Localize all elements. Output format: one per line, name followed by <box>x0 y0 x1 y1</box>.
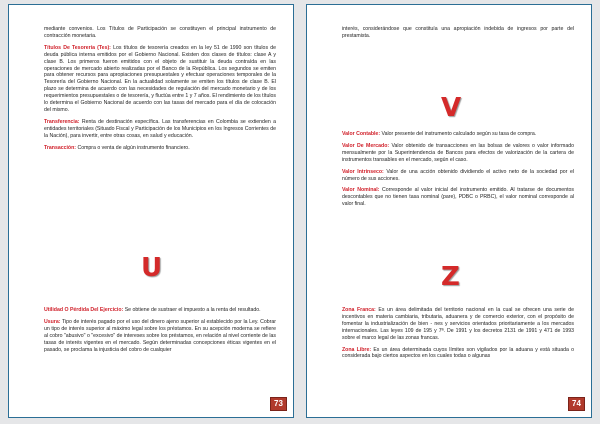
entry-text: Tipo de interés pagado por el uso del dinero ajeno superior al establecido por la Ley. Cobrar un tipo de interés superior al máximo legal sobre los préstamos. En su acepción moderna se refiere al cobro "abusivo" o "excesivo" de intereses sobre los préstamos, en relación al nivel corriente de las tasas de interés vigentes en el mercado. Según determinadas concepciones éticas vigentes en el pasado, se proclama la injusticia del cobro de cualquier <box>44 318 276 353</box>
entry-text: Es un área determinada cuyos límites son vigilados por la aduana y está situada o considerada bajo ciertos aspectos en los cuales todas o algunas <box>342 346 575 360</box>
entry-text: Los títulos de tesorería creados en la ley 51 de 1990 son títulos de deuda pública interna emitidos por el Gobierno Nacional. Existen dos clases de títulos: clase A y clase B. Los primeros fueron emitidos con el objeto de sustituir la deuda contraída en las operaciones de mercado abierto realizadas por el Banco de la República. Los segundos se emiten para obtener recursos para apropiaciones presupuestales y efectuar operaciones temporales de la Tesorería del Gobierno Nacional. En la actualidad solamente se emiten los títulos de clase B. El plazo se determina de acuerdo con las necesidades de regulación del mercado monetario y de los requerimientos presupuestales o de tesorería, y fluctúa entre 1 y 7 años. El rendimiento de los títulos lo determina el Gobierno Nacional de acuerdo con las tasas del mercado para el día de colocación del mismo. <box>44 44 276 113</box>
entry-term: Zona Franca: <box>342 307 376 313</box>
left-bottom-column <box>44 307 276 358</box>
page-number: 74 <box>568 397 585 411</box>
section-letter-u: U <box>141 253 163 283</box>
entry-term: Zona Libre: <box>342 346 372 353</box>
entry-text: Valor obtenido de transacciones en las bolsas de valores o valor informado mensualmente por la Superintendencia de Bancos para efectos de valorización de la cartera de instrumentos transables en el mercado, según el caso. <box>342 142 574 163</box>
entry-titulos-tesoreria <box>44 45 276 114</box>
entry-term: Valor Nominal: <box>342 187 380 194</box>
entry-term: Valor Contable: <box>342 131 381 137</box>
entry-text: Corresponde al valor inicial del instrumento emitido. Al tratarse de documentos descontables que no tienen tasa nominal (pare), PDBC o PRBC), el valor nominal corresponde al valor final. <box>342 187 575 208</box>
entry-term: Valor De Mercado: <box>342 142 390 149</box>
intro-paragraph: interés, considerándose que constituía una apropiación indebida de ingresos por parte del prestamista. <box>342 26 574 39</box>
entry-text: Valor de una acción obtenido dividiendo el activo neto de la sociedad por el número de sus acciones. <box>342 168 574 182</box>
entry-term: Transacción: <box>44 144 77 151</box>
entry-valor-mercado <box>342 143 574 164</box>
entry-text: Valor presente del instrumento calculado según su tasa de compra. <box>380 131 537 137</box>
right-page <box>306 4 592 418</box>
right-intro-column <box>342 26 574 45</box>
right-z-column <box>342 307 574 365</box>
entry-valor-nominal <box>342 187 574 208</box>
entry-usura <box>44 319 276 354</box>
entry-transferencia <box>44 119 276 140</box>
entry-text: Renta de destinación específica. Las transferencias en Colombia se extienden a entidades territoriales (Situado Fiscal y Participación de los Municipios en los Ingresos Corrientes de la Nación), para invertir, entre otras cosas, en salud y educación. <box>44 118 276 139</box>
section-letter-v: V <box>441 93 462 123</box>
entry-zona-libre <box>342 347 574 361</box>
entry-text: Es un área delimitada del territorio nacional en la cual se ofrecen una serie de incentivos en materia cambiaria, tributaria, aduanera y de comercio exterior, con el propósito de fomentar la industrialización de bien - nes y servicios orientados prioritariamente a los mercados internacionales. Las leyes 109 de 195 y 7ª. De 1991 y los decretos 2131 de 1991 y 471 de 1993 sobre el marco legal de las zonas francas. <box>342 307 574 341</box>
right-v-column <box>342 131 574 213</box>
entry-term: Utilidad O Pérdida Del Ejercicio: <box>44 307 124 313</box>
entry-zona-franca <box>342 307 574 342</box>
page-number: 73 <box>270 397 287 411</box>
entry-text: Compra o venta de algún instrumento financiero. <box>76 144 190 151</box>
entry-term: Transferencia: <box>44 118 80 125</box>
intro-paragraph: mediante convenios. Los Títulos de Participación se constituyen el principal instrumento de contracción monetaria. <box>44 26 276 39</box>
entry-valor-intrinseco <box>342 169 574 183</box>
left-page <box>8 4 294 418</box>
entry-transaccion <box>44 145 276 152</box>
left-top-column <box>44 26 276 157</box>
entry-valor-contable <box>342 131 574 138</box>
section-letter-z: Z <box>441 262 460 292</box>
entry-term: Usura: <box>44 318 61 325</box>
entry-text: Se obtiene de sustraer el impuesto a la renta del resultado. <box>123 307 261 313</box>
entry-term: Títulos De Tesorería (Tes): <box>44 44 111 51</box>
entry-term: Valor Intrínseco: <box>342 168 384 175</box>
entry-utilidad <box>44 307 276 314</box>
